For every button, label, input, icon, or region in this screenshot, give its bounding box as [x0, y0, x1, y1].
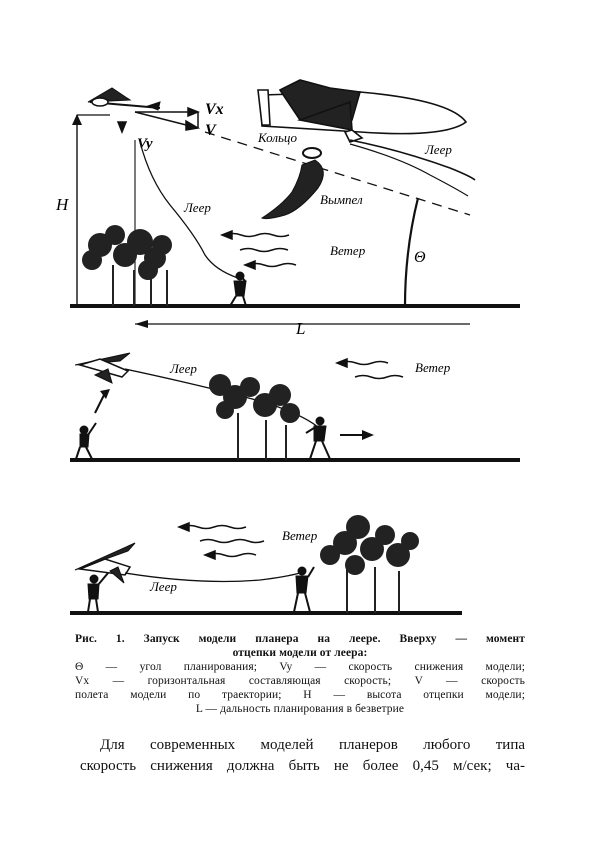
pennant-label: Вымпел — [320, 192, 363, 207]
caption-line-3: полета модели по траектории; H — высота отцепки модели; — [75, 689, 525, 701]
figure-middle-towing — [0, 335, 600, 475]
trees-top — [82, 225, 172, 306]
figure-top-launch-release — [0, 70, 600, 340]
caption-title: Рис. 1. Запуск модели планера на леере. Вверху — момент — [75, 633, 525, 645]
wind-arrows-bottom — [179, 523, 264, 559]
glider-middle — [75, 353, 130, 383]
caption-line-2: Vx — горизонтальная составляющая скорость; V — скорость — [75, 675, 525, 687]
glide-angle-label: Θ — [414, 249, 426, 266]
height-label: H — [56, 195, 69, 214]
wind-label-bottom: Ветер — [282, 528, 318, 543]
velocity-vectors — [118, 108, 198, 132]
caption-line-4: L — дальность планирования в безветрие — [195, 703, 405, 715]
launcher-person-top — [230, 272, 246, 306]
body-line-2: скорость снижения должна быть не более 0,45 м/сек; ча- — [80, 758, 525, 774]
body-paragraph — [80, 735, 525, 777]
vx-label: Vx — [205, 101, 224, 118]
v-label: V — [205, 122, 216, 139]
helper-person-middle — [76, 423, 96, 459]
range-label: L — [296, 319, 306, 338]
caption-title-cont: отцепки модели от леера: — [232, 647, 368, 659]
tow-line-label-field: Леер — [184, 200, 211, 215]
body-line-1: Для современных моделей планеров любого типа — [100, 737, 525, 753]
wind-label-middle: Ветер — [415, 360, 451, 375]
small-glider-release — [88, 88, 160, 110]
figure-caption — [75, 632, 525, 716]
trees-bottom — [320, 515, 419, 613]
caption-line-1: Θ — угол планирования; Vy — скорость снижения модели; — [75, 661, 525, 673]
trees-middle — [209, 374, 300, 460]
wind-arrows-top — [222, 231, 296, 269]
tow-line-detail — [350, 140, 475, 180]
height-arrow-top — [72, 114, 82, 125]
range-arrow-left — [135, 320, 148, 328]
tow-line-label-model: Леер — [425, 142, 452, 157]
holder-person-bottom — [88, 573, 108, 612]
figure-bottom-takeoff — [0, 505, 600, 630]
wind-label-top: Ветер — [330, 243, 366, 258]
vy-label: Vy — [137, 136, 153, 152]
ring-label: Кольцо — [258, 130, 298, 145]
release-ring — [303, 148, 321, 158]
wind-arrows-middle — [337, 359, 403, 379]
tow-line-label-middle: Леер — [170, 361, 197, 376]
tow-line-label-bottom: Леер — [150, 579, 177, 594]
launch-arrow — [95, 393, 105, 413]
runner-person-middle — [306, 417, 330, 459]
pennant-streamer — [262, 160, 323, 219]
